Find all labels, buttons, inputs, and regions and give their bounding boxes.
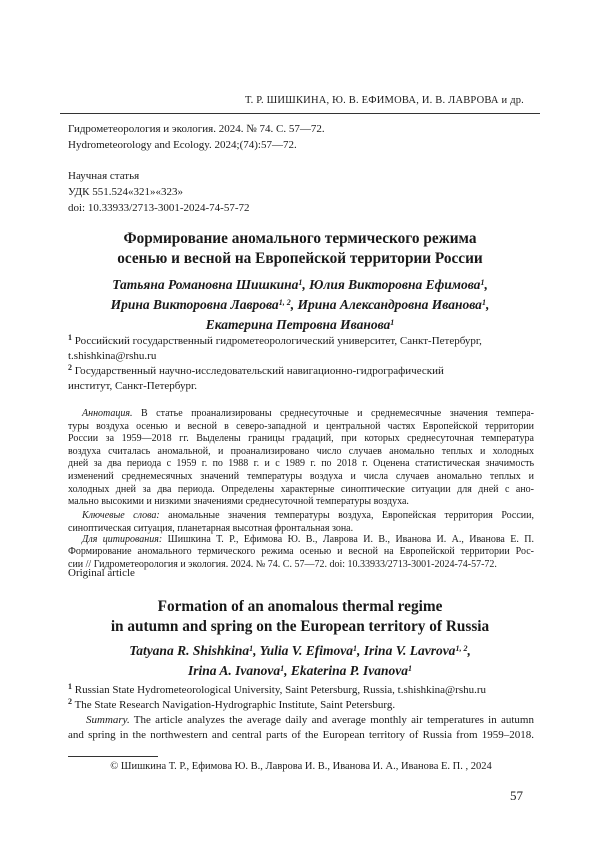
page-number: 57 bbox=[510, 788, 523, 803]
doi: doi: 10.33933/2713-3001-2024-74-57-72 bbox=[68, 202, 250, 214]
author-name: Ekaterina P. Ivanova bbox=[290, 663, 409, 678]
affil-mark: 1 bbox=[353, 644, 358, 653]
authors-en-line bbox=[60, 641, 540, 661]
affil-mark: 1 bbox=[249, 644, 254, 653]
author-name: Юлия Викторовна Ефимова bbox=[309, 277, 481, 292]
affil-text: Российский государственный гидрометеорологический университет, Санкт-Петербург, bbox=[74, 335, 482, 347]
affil-text: Russian State Hydrometeorological University, Saint Petersburg, Russia, t.shishkina@rshu.ru bbox=[74, 684, 487, 696]
separator: , bbox=[357, 643, 364, 658]
citation-ru: Гидрометеорология и экология. 2024. № 74. С. 57—72. bbox=[68, 123, 325, 135]
title-ru-line: осенью и весной на Европейской территории России bbox=[117, 250, 483, 267]
summary-line: The article analyzes the average daily and average monthly air temperatures in autumn bbox=[133, 714, 534, 726]
summary-label: Summary. bbox=[86, 714, 130, 726]
abstract-label: Аннотация. bbox=[82, 408, 133, 419]
abstract-line: России за 1959—2018 гг. Выделены границы градаций, при которых среднесуточная температура bbox=[68, 433, 534, 445]
separator: , bbox=[484, 277, 488, 292]
article-type: Научная статья bbox=[68, 170, 140, 182]
citing-label: Для цитирования: bbox=[82, 533, 163, 545]
footnote-rule bbox=[68, 756, 158, 757]
author-name: Tatyana R. Shishkina bbox=[129, 643, 250, 658]
header-rule bbox=[60, 113, 540, 114]
citing-line: сии // Гидрометеорология и экология. 2024. № 74. С. 57—72. doi: 10.33933/2713-3001-2024-74-57-72. bbox=[68, 558, 497, 570]
separator: , bbox=[284, 663, 291, 678]
abstract-line: холодных дней за два периода. Определены характерные синоптические ситуации для дней с ано- bbox=[68, 483, 534, 495]
abstract-line: воздуха считалась аномальной, и проанализировано число случаев аномально теплых и холодных bbox=[68, 445, 534, 457]
summary-en bbox=[68, 713, 534, 743]
author-name: Irina A. Ivanova bbox=[187, 663, 281, 678]
author-name: Ирина Александровна Иванова bbox=[297, 297, 482, 312]
separator: , bbox=[290, 297, 298, 312]
citation-en: Hydrometeorology and Ecology. 2024;(74):57—72. bbox=[68, 139, 297, 151]
copyright: © Шишкина Т. Р., Ефимова Ю. В., Лаврова И. В., Иванова И. А., Иванова Е. П. , 2024 bbox=[110, 761, 492, 772]
affil-mark: 1 bbox=[480, 278, 485, 287]
affil-number: 1 bbox=[68, 333, 72, 342]
title-en bbox=[60, 597, 540, 637]
author-name: Екатерина Петровна Иванова bbox=[205, 317, 391, 332]
running-head-authors: Т. Р. ШИШКИНА, Ю. В. ЕФИМОВА, И. В. ЛАВРОВА bbox=[245, 95, 499, 106]
abstract-line: дней за два периода с 1959 г. по 1988 г. и с 1989 г. по 2018 г. Оценена статистическая значимость bbox=[68, 458, 534, 470]
affiliation-ru-1 bbox=[68, 334, 534, 364]
summary-line: and spring in the northwestern and central parts of the European territory of Russia from 1959–2018. bbox=[68, 729, 534, 741]
author-name: Irina V. Lavrova bbox=[363, 643, 456, 658]
separator: , bbox=[485, 297, 490, 312]
title-en-line: in autumn and spring on the European territory of Russia bbox=[110, 618, 490, 635]
authors-en bbox=[60, 641, 540, 681]
author-name: Yulia V. Efimova bbox=[259, 643, 354, 658]
citing-line: Шишкина Т. Р., Ефимова Ю. В., Лаврова И. В., Иванова И. А., Иванова Е. П. bbox=[167, 533, 534, 545]
authors-ru bbox=[60, 275, 540, 335]
abstract-ru bbox=[68, 408, 534, 509]
title-ru bbox=[60, 229, 540, 269]
authors-en-line bbox=[60, 661, 540, 681]
abstract-line: мально высокими и низкими значениями среднесуточной температуры воздуха. bbox=[68, 496, 409, 508]
abstract-line: В статье проанализированы среднесуточные и среднемесячные значения темпера- bbox=[141, 408, 534, 419]
abstract-line: изменений среднемесячных значений температуры воздуха и числа случаев аномально теплых и bbox=[68, 470, 534, 482]
original-article-label: Original article bbox=[68, 567, 135, 579]
affil-text: Государственный научно-исследовательский навигационно-гидрографический bbox=[74, 365, 444, 377]
separator: , bbox=[253, 643, 260, 658]
affiliation-ru-2 bbox=[68, 364, 534, 394]
authors-ru-line bbox=[60, 295, 540, 315]
title-en-line: Formation of an anomalous thermal regime bbox=[157, 598, 443, 615]
affil-email: t.shishkina@rshu.ru bbox=[68, 350, 157, 362]
affil-mark: 1 bbox=[298, 278, 303, 287]
abstract-line: туры воздуха осенью и весной в северо-западной и центральной частях Европейской территории bbox=[68, 420, 534, 432]
udc: УДК 551.524«321»«323» bbox=[68, 186, 184, 198]
separator: , bbox=[467, 643, 471, 658]
affil-number: 1 bbox=[68, 682, 72, 691]
affiliation-en-1 bbox=[68, 683, 534, 698]
author-name: Ирина Викторовна Лаврова bbox=[110, 297, 279, 312]
author-name: Татьяна Романовна Шишкина bbox=[112, 277, 299, 292]
affil-text: институт, Санкт-Петербург. bbox=[68, 380, 197, 392]
affil-number: 2 bbox=[68, 363, 72, 372]
keywords-line: аномальные значения температуры воздуха, Европейская территория России, bbox=[168, 510, 534, 521]
authors-ru-line bbox=[60, 275, 540, 295]
affil-mark: 1 bbox=[408, 664, 413, 673]
affil-mark: 1 bbox=[481, 298, 486, 307]
separator: , bbox=[302, 277, 310, 292]
keywords-label: Ключевые слова: bbox=[82, 510, 160, 521]
citing-line: Формирование аномального термического режима осенью и весной на Европейской территории Рос- bbox=[68, 546, 534, 558]
title-ru-line: Формирование аномального термического режима bbox=[123, 230, 477, 247]
affil-text: The State Research Navigation-Hydrographic Institute, Saint Petersburg. bbox=[74, 699, 396, 711]
affil-mark: 1 bbox=[390, 318, 395, 327]
affil-mark: 1 bbox=[280, 664, 285, 673]
affil-mark: 1, 2 bbox=[278, 298, 291, 307]
authors-ru-line bbox=[60, 315, 540, 335]
running-head-etal: и др. bbox=[501, 95, 525, 106]
affil-number: 2 bbox=[68, 697, 72, 706]
affil-mark: 1, 2 bbox=[455, 644, 468, 653]
keywords-line: синоптическая ситуация, планетарная высотная фронтальная зона. bbox=[68, 522, 354, 534]
affiliation-en-2 bbox=[68, 698, 534, 713]
running-head bbox=[245, 95, 537, 106]
citing-ru-block bbox=[68, 521, 534, 571]
